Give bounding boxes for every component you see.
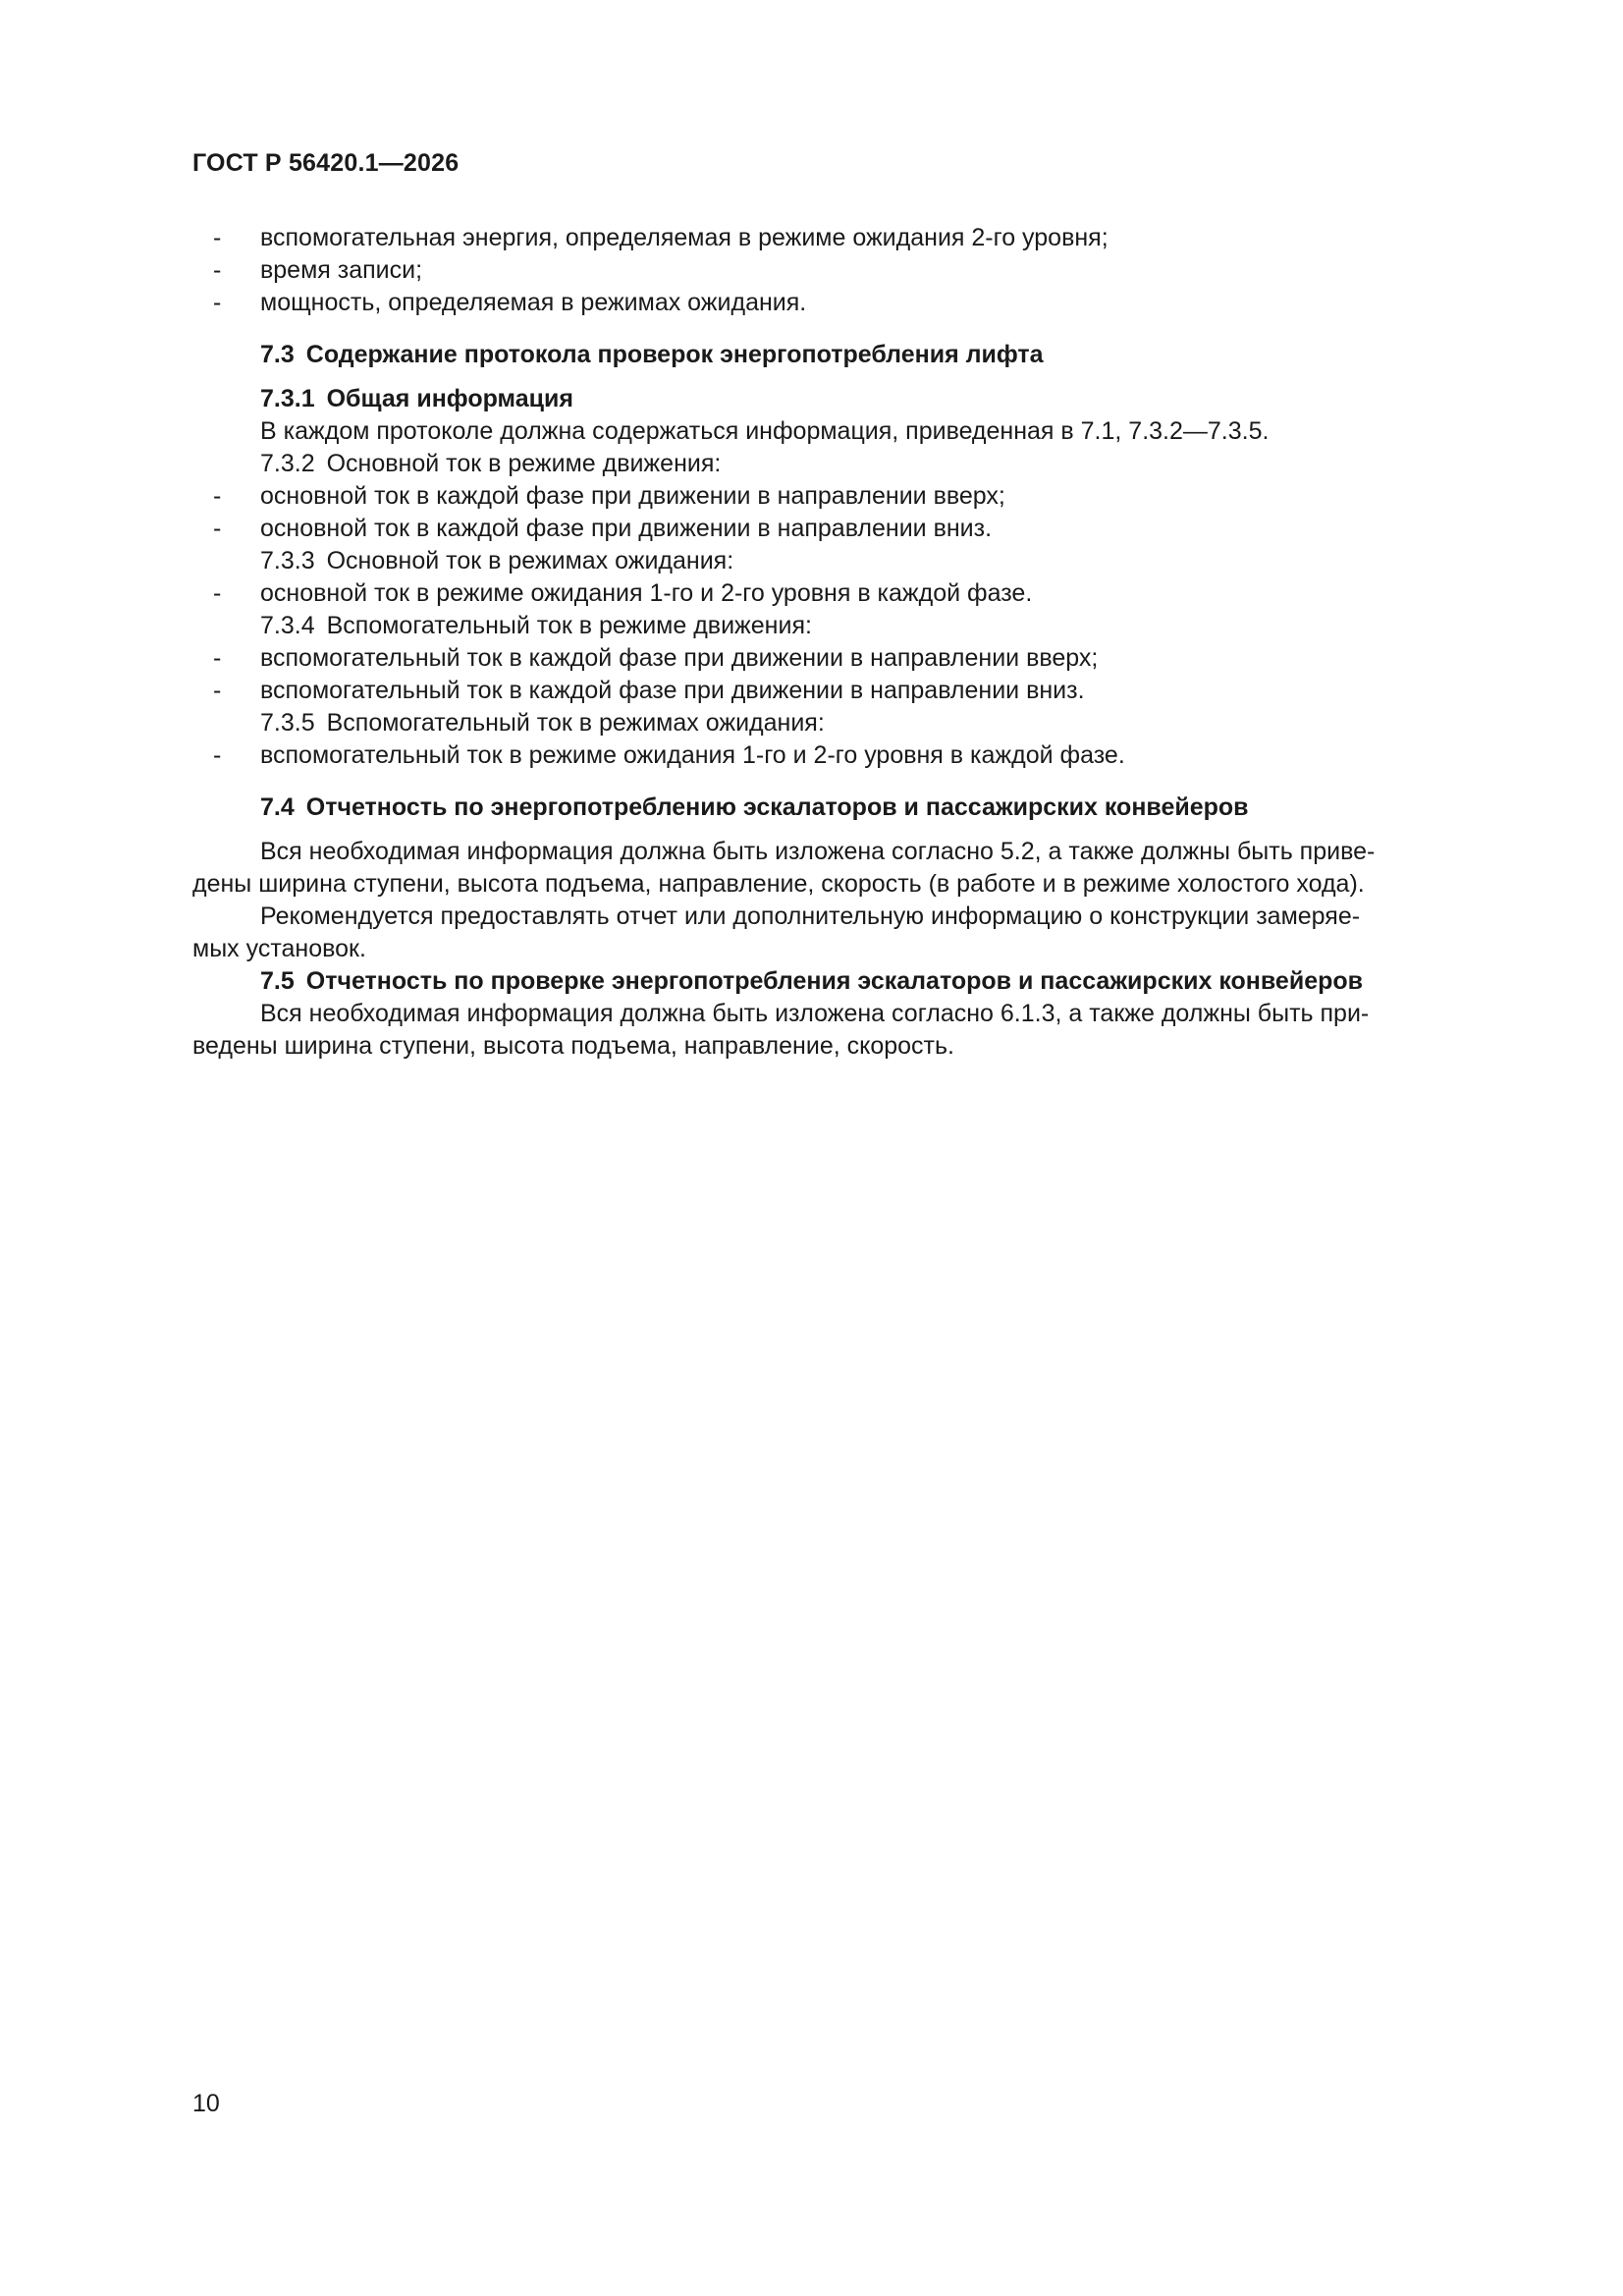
section-heading-7-3-5: 7.3.5 Вспомогательный ток в режимах ожидания: <box>260 709 825 737</box>
page-number: 10 <box>192 2090 220 2117</box>
list-item: - основной ток в каждой фазе при движении в направлении вверх; <box>213 482 1005 510</box>
list-item: - время записи; <box>213 256 423 284</box>
section-heading-7-3-1: 7.3.1 Общая информация <box>260 385 573 412</box>
section-heading-7-3: 7.3 Содержание протокола проверок энергопотребления лифта <box>260 341 1044 368</box>
list-item: - вспомогательная энергия, определяемая в режиме ожидания 2-го уровня; <box>213 224 1109 251</box>
list-item: - вспомогательный ток в каждой фазе при движении в направлении вниз. <box>213 677 1085 704</box>
section-heading-7-3-4: 7.3.4 Вспомогательный ток в режиме движения: <box>260 612 812 639</box>
document-header: ГОСТ Р 56420.1—2026 <box>192 149 460 177</box>
paragraph-7-4-1: Вся необходимая информация должна быть изложена согласно 5.2, а также должны быть приве- дены ширина ступени, высота подъема, направление, скорость (в работе и в режиме холостого хода). <box>192 838 1376 898</box>
list-item: - вспомогательный ток в режиме ожидания 1-го и 2-го уровня в каждой фазе. <box>213 741 1125 769</box>
list-item: - вспомогательный ток в каждой фазе при движении в направлении вверх; <box>213 644 1099 672</box>
section-heading-7-5: 7.5 Отчетность по проверке энергопотребления эскалаторов и пассажирских конвейеров <box>260 967 1364 995</box>
section-heading-7-3-3: 7.3.3 Основной ток в режимах ожидания: <box>260 547 734 574</box>
paragraph-7-4-2: Рекомендуется предоставлять отчет или дополнительную информацию о конструкции замеряе- мых установок. <box>192 902 1361 962</box>
list-item: - мощность, определяемая в режимах ожидания. <box>213 289 807 316</box>
section-text-7-3-1: В каждом протоколе должна содержаться информация, приведенная в 7.1, 7.3.2—7.3.5. <box>260 417 1270 445</box>
document-body <box>192 222 1494 1063</box>
section-heading-7-4: 7.4 Отчетность по энергопотреблению эскалаторов и пассажирских конвейеров <box>260 793 1249 821</box>
list-item: - основной ток в каждой фазе при движении в направлении вниз. <box>213 515 993 542</box>
list-item: - основной ток в режиме ожидания 1-го и 2-го уровня в каждой фазе. <box>213 579 1033 607</box>
paragraph-7-5: Вся необходимая информация должна быть изложена согласно 6.1.3, а также должны быть при- ведены ширина ступени, высота подъема, направление, скорость. <box>192 1000 1370 1060</box>
section-heading-7-3-2: 7.3.2 Основной ток в режиме движения: <box>260 450 722 477</box>
